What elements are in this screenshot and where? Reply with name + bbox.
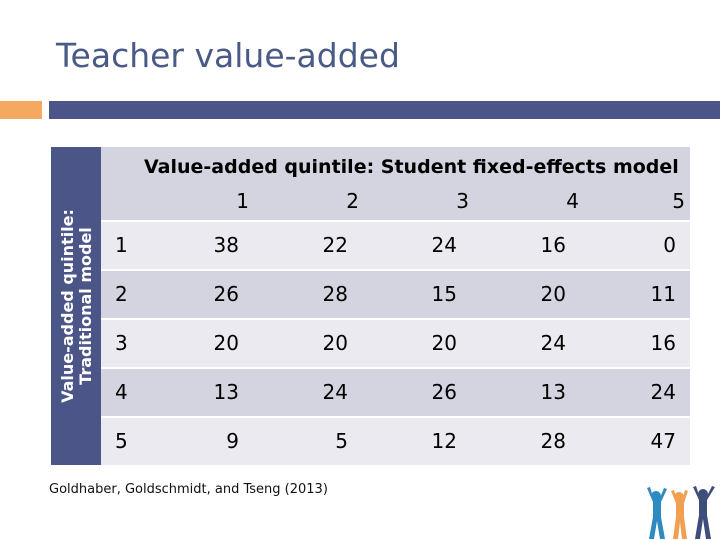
table-cell: 26 bbox=[431, 380, 457, 404]
table-cell: 38 bbox=[213, 233, 239, 257]
table-row bbox=[101, 369, 690, 416]
person-orange-figure bbox=[671, 490, 688, 539]
column-number: 5 bbox=[672, 189, 685, 213]
table-cell: 5 bbox=[335, 429, 348, 453]
table-cell: 20 bbox=[213, 331, 239, 355]
column-number: 3 bbox=[456, 189, 469, 213]
row-header bbox=[51, 147, 101, 465]
table-row bbox=[101, 271, 690, 318]
row-label: 4 bbox=[115, 380, 128, 404]
column-number: 2 bbox=[346, 189, 359, 213]
row-label: 2 bbox=[115, 282, 128, 306]
person-blue-figure bbox=[647, 487, 667, 539]
row-header-line1: Value-added quintile: bbox=[58, 209, 77, 403]
table-cell: 16 bbox=[650, 331, 676, 355]
row-label: 3 bbox=[115, 331, 128, 355]
table-cell: 0 bbox=[663, 233, 676, 257]
table-cell: 20 bbox=[540, 282, 566, 306]
table-cell: 11 bbox=[650, 282, 676, 306]
row-label: 1 bbox=[115, 233, 128, 257]
table-cell: 13 bbox=[540, 380, 566, 404]
column-number: 1 bbox=[236, 189, 249, 213]
table-cell: 16 bbox=[540, 233, 566, 257]
table-cell: 26 bbox=[213, 282, 239, 306]
table-cell: 28 bbox=[322, 282, 348, 306]
table-row bbox=[101, 320, 690, 367]
table-row bbox=[101, 418, 690, 465]
row-label: 5 bbox=[115, 429, 128, 453]
table-cell: 13 bbox=[213, 380, 239, 404]
people-group-icon bbox=[637, 485, 720, 540]
table-cell: 24 bbox=[540, 331, 566, 355]
table-cell: 20 bbox=[322, 331, 348, 355]
accent-bar bbox=[49, 101, 720, 119]
table-cell: 24 bbox=[431, 233, 457, 257]
accent-square bbox=[0, 101, 42, 119]
row-header-line2: Traditional model bbox=[76, 227, 95, 385]
table-cell: 15 bbox=[431, 282, 457, 306]
table-cell: 47 bbox=[650, 429, 676, 453]
column-header bbox=[101, 147, 690, 220]
row-header-label bbox=[59, 209, 95, 403]
table-cell: 20 bbox=[431, 331, 457, 355]
table-row bbox=[101, 222, 690, 269]
person-navy-figure bbox=[693, 486, 715, 539]
source-citation: Goldhaber, Goldschmidt, and Tseng (2013) bbox=[49, 482, 328, 497]
column-header-label: Value-added quintile: Student fixed-effects model bbox=[144, 156, 679, 178]
table-cell: 28 bbox=[540, 429, 566, 453]
table-cell: 24 bbox=[650, 380, 676, 404]
column-number: 4 bbox=[566, 189, 579, 213]
table-cell: 22 bbox=[322, 233, 348, 257]
table-cell: 12 bbox=[431, 429, 457, 453]
slide-title: Teacher value-added bbox=[56, 36, 400, 75]
table-cell: 9 bbox=[226, 429, 239, 453]
table-cell: 24 bbox=[322, 380, 348, 404]
